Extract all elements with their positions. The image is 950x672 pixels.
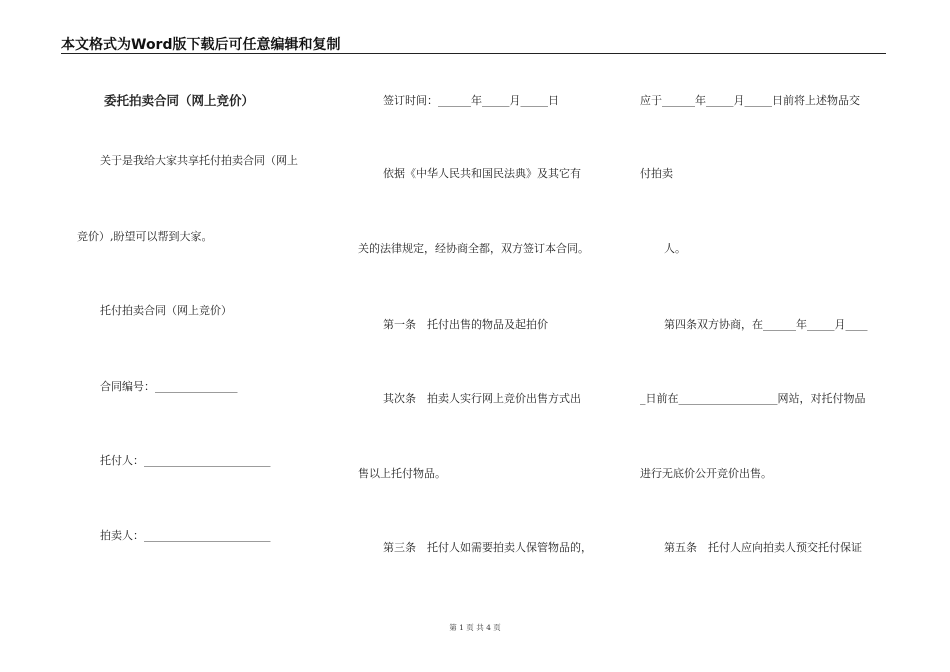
article-5: 第五条 托付人应向拍卖人预交托付保证 bbox=[664, 541, 862, 554]
intro-line-1: 关于是我给大家共享托付拍卖合同（网上 bbox=[100, 154, 298, 167]
sign-date-field: 签订时间：______年_____月_____日 bbox=[383, 94, 559, 107]
document-header: 本文格式为Word版下载后可任意编辑和复制 bbox=[61, 37, 341, 53]
consignor-field: 托付人：_______________________ bbox=[100, 454, 271, 467]
basis-line-2: 关的法律规定，经协商全都，双方签订本合同。 bbox=[358, 242, 589, 255]
delivery-line-3: 人。 bbox=[664, 242, 686, 255]
article-4-line-2: _日前在__________________网站，对托付物品 bbox=[640, 392, 866, 405]
delivery-line-2: 付拍卖 bbox=[640, 167, 673, 180]
auctioneer-field: 拍卖人：_______________________ bbox=[100, 529, 271, 542]
article-1: 第一条 托付出售的物品及起拍价 bbox=[383, 318, 548, 331]
article-4-line-1: 第四条双方协商，在______年_____月____ bbox=[664, 318, 868, 331]
document-title: 委托拍卖合同（网上竞价） bbox=[104, 93, 255, 108]
contract-heading: 托付拍卖合同（网上竞价） bbox=[100, 304, 232, 317]
intro-line-2: 竞价）,盼望可以帮到大家。 bbox=[77, 230, 213, 243]
article-2-line-2: 售以上托付物品。 bbox=[358, 467, 446, 480]
article-4-line-3: 进行无底价公开竞价出售。 bbox=[640, 467, 772, 480]
page-number: 第 1 页 共 4 页 bbox=[449, 623, 501, 632]
header-divider bbox=[61, 53, 886, 54]
delivery-date-line: 应于______年_____月_____日前将上述物品交 bbox=[640, 94, 860, 107]
article-2-line-1: 其次条 拍卖人实行网上竞价出售方式出 bbox=[383, 392, 581, 405]
basis-line-1: 依据《中华人民共和国民法典》及其它有 bbox=[383, 167, 581, 180]
article-3: 第三条 托付人如需要拍卖人保管物品的， bbox=[383, 541, 592, 554]
contract-number-field: 合同编号：_______________ bbox=[100, 380, 238, 393]
